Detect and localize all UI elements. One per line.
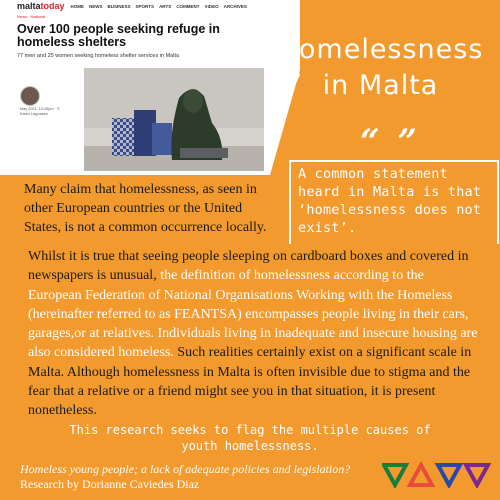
quote-marks-icon: “ ” xyxy=(360,122,420,162)
quote-text: A common statement heard in Malta is that ‘homelessness does not exist’. xyxy=(298,166,482,236)
site-nav-item[interactable]: COMMENT xyxy=(176,3,200,9)
triangle-logo-icon xyxy=(382,462,492,488)
site-nav-item[interactable]: BUSINESS xyxy=(107,3,131,9)
title-line-1: Homelessness xyxy=(277,34,484,65)
poster-title xyxy=(268,32,493,104)
title-line-2: in Malta xyxy=(322,70,439,101)
site-nav-item[interactable]: ARCHIVES xyxy=(223,3,247,9)
breadcrumb: News · National xyxy=(17,14,46,19)
body-text-highlight: the definition of homelessness according to the European Federation of National Organisations Working with the Homeless (hereinafter referred to as FEANTSA) encompasses people living in their cars, garages,or at relatives. Individuals living in inadequate and insecure housing are also considered homeless. xyxy=(28,268,478,361)
author-avatar xyxy=(20,86,40,106)
site-logo: maltatoday xyxy=(17,1,65,11)
site-nav-item[interactable]: HOME xyxy=(70,3,85,9)
site-topbar xyxy=(0,0,270,12)
intro-paragraph: Many claim that homelessness, as seen in other European countries or the United States, is not a common occurrence locally. xyxy=(24,182,267,235)
site-nav xyxy=(71,4,247,9)
footer xyxy=(20,462,380,492)
site-nav-item[interactable]: VIDEO xyxy=(204,3,219,9)
footer-author: Research by Dorianne Caviedes Diaz xyxy=(20,477,200,491)
body-paragraph xyxy=(28,247,480,421)
footer-title: Homeless young people; a lack of adequate policies and legislation? xyxy=(20,462,351,476)
site-nav-item[interactable]: ARTS xyxy=(159,3,172,9)
site-nav-item[interactable]: NEWS xyxy=(89,3,103,9)
homeless-person-photo xyxy=(84,68,264,171)
article-meta: May 2021, 12:45pm · © Karen Lagnazza xyxy=(20,107,60,116)
tagline: This research seeks to flag the multiple causes of youth homelessness. xyxy=(69,423,431,453)
site-nav-item[interactable]: SPORTS xyxy=(135,3,155,9)
body-text-a: Whilst it is true that seeing people sleeping on cardboard boxes and covered in newspapers is unusual, xyxy=(28,249,469,284)
news-article-card xyxy=(0,0,270,175)
body-text-c: Such realities certainly exist on a significant scale in Malta. Although homelessness in Malta is often invisible due to stigma and the fear that a relative or a friend might see you in that situation, it is present nonetheless. xyxy=(28,345,472,419)
article-subheadline: 77 men and 25 women seeking homeless shelter services in Malta xyxy=(17,53,180,59)
article-headline: Over 100 people seeking refuge in homeless shelters xyxy=(17,22,220,49)
